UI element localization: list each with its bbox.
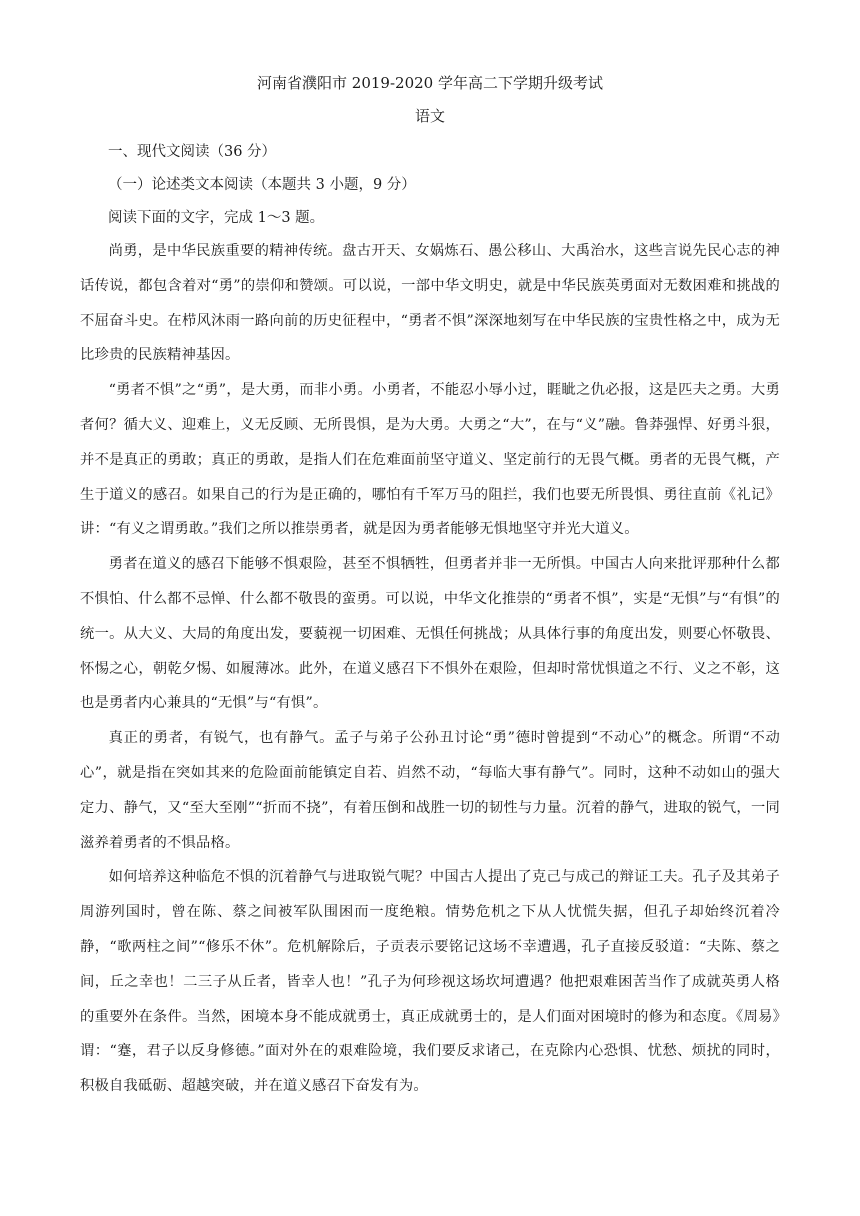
document-title: 河南省濮阳市 2019-2020 学年高二下学期升级考试 xyxy=(257,74,603,92)
reading-instruction: 阅读下面的文字，完成 1～3 题。 xyxy=(108,210,325,226)
passage xyxy=(80,234,780,1104)
passage-paragraph: “勇者不惧”之“勇”，是大勇，而非小勇。小勇者，不能忍小辱小过，睚眦之仇必报，这是匹夫之勇。大勇者何？循大义、迎难上，义无反顾、无所畏惧，是为大勇。大勇之“大”，在与“义”融。鲁莽强悍、好勇斗狠，并不是真正的勇敢；真正的勇敢，是指人们在危难面前坚守道义、坚定前行的无畏气概。勇者的无畏气概，产生于道义的感召。如果自己的行为是正确的，哪怕有千军万马的阻拦，我们也要无所畏惧、勇往直前《礼记》讲：“有义之谓勇敢。”我们之所以推崇勇者，就是因为勇者能够无惧地坚守并光大道义。 xyxy=(80,382,780,538)
subsection-heading: （一）论述类文本阅读（本题共 3 小题，9 分） xyxy=(108,177,416,193)
passage-paragraph: 尚勇，是中华民族重要的精神传统。盘古开天、女娲炼石、愚公移山、大禹治水，这些言说先民心志的神话传说，都包含着对“勇”的崇仰和赞颂。可以说，一部中华文明史，就是中华民族英勇面对无数困难和挑战的不屈奋斗史。在栉风沐雨一路向前的历史征程中，“勇者不惧”深深地刻写在中华民族的宝贵性格之中，成为无比珍贵的民族精神基因。 xyxy=(80,243,780,364)
passage-paragraph: 真正的勇者，有锐气，也有静气。孟子与弟子公孙丑讨论“勇”德时曾提到“不动心”的概念。所谓“不动心”，就是指在突如其来的危险面前能镇定自若、岿然不动，“每临大事有静气”。同时，这种不动如山的强大定力、静气，又“至大至刚”“折而不挠”，有着压倒和战胜一切的韧性与力量。沉着的静气，进取的锐气，一同滋养着勇者的不惧品格。 xyxy=(80,730,780,851)
passage-paragraph: 勇者在道义的感召下能够不惧艰险，甚至不惧牺牲，但勇者并非一无所惧。中国古人向来批评那种什么都不惧怕、什么都不忌惮、什么都不敬畏的蛮勇。可以说，中华文化推崇的“勇者不惧”，实是“无惧”与“有惧”的统一。从大义、大局的角度出发，要藐视一切困难、无惧任何挑战；从具体行事的角度出发，则要心怀敬畏、怀惕之心，朝乾夕惕、如履薄冰。此外，在道义感召下不惧外在艰险，但却时常忧惧道之不行、义之不彰，这也是勇者内心兼具的“无惧”与“有惧”。 xyxy=(80,556,780,712)
section-heading: 一、现代文阅读（36 分） xyxy=(108,144,277,160)
passage-paragraph: 如何培养这种临危不惧的沉着静气与进取锐气呢？中国古人提出了克己与成己的辩证工夫。孔子及其弟子周游列国时，曾在陈、蔡之间被军队围困而一度绝粮。情势危机之下从人忧慌失据，但孔子却始终沉着冷静，“歌两柱之间”“修乐不休”。危机解除后，子贡表示要铭记这场不幸遭遇，孔子直接反驳道：“夫陈、蔡之间，丘之幸也！二三子从丘者，皆幸人也！”孔子为何珍视这场坎坷遭遇？他把艰难困苦当作了成就英勇人格的重要外在条件。当然，困境本身不能成就勇士，真正成就勇士的，是人们面对困境时的修为和态度。《周易》谓：“蹇，君子以反身修德。”面对外在的艰难险境，我们要反求诸己，在克除内心恐惧、忧愁、烦扰的同时，积极自我砥砺、超越突破，并在道义感召下奋发有为。 xyxy=(80,869,780,1095)
subject-title: 语文 xyxy=(414,107,445,125)
